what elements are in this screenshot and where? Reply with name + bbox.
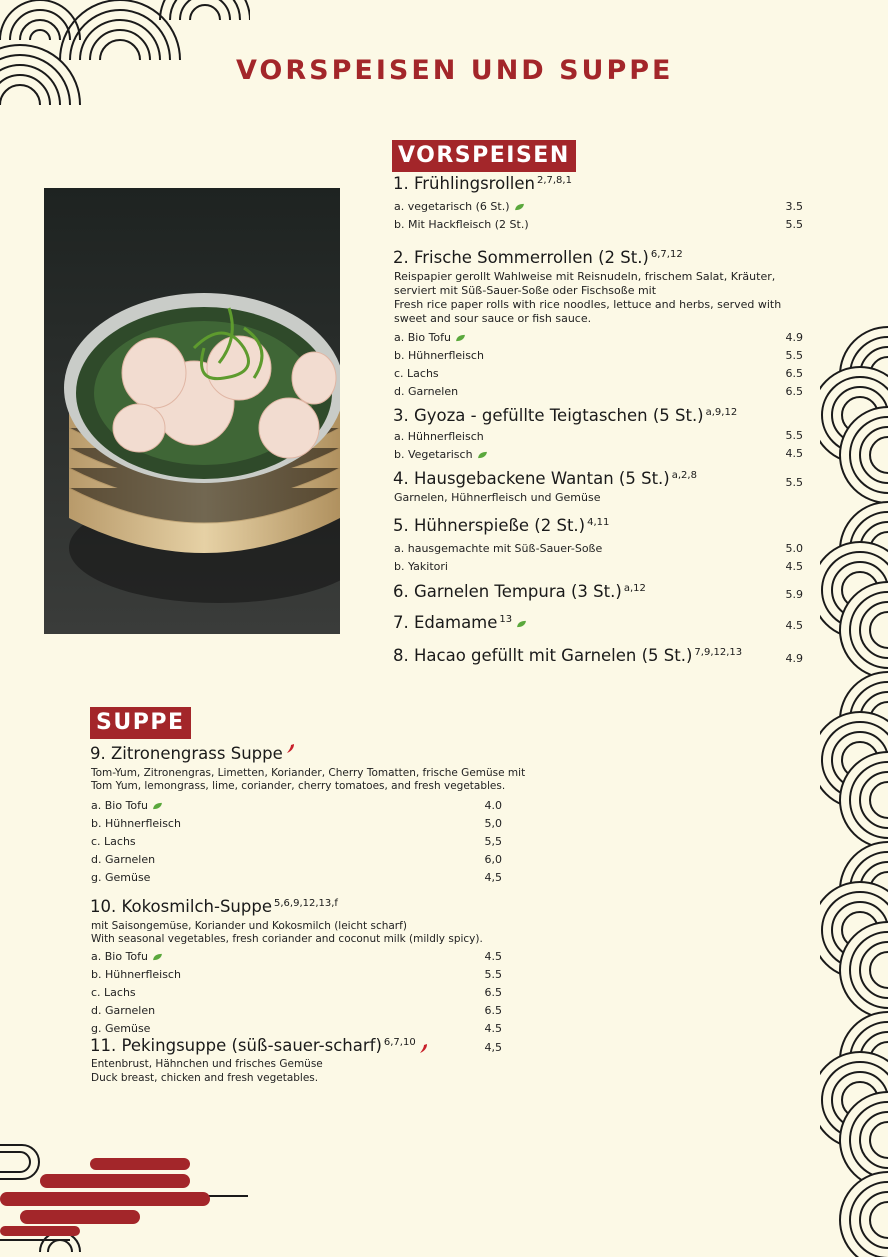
menu-price: 4.9 <box>785 331 803 344</box>
menu-price: 4,5 <box>484 871 502 884</box>
chili-icon <box>285 744 295 754</box>
menu-item-description: Fresh rice paper rolls with rice noodles, lettuce and herbs, served with <box>394 298 782 311</box>
menu-price: 4.5 <box>785 447 803 460</box>
menu-item-description: serviert mit Süß-Sauer-Soße oder Fischsoße mit <box>394 284 657 297</box>
menu-price: 4.5 <box>785 619 803 632</box>
menu-price: 6.5 <box>484 986 502 999</box>
menu-item-description: Garnelen, Hühnerfleisch und Gemüse <box>394 491 601 504</box>
menu-price: 5.5 <box>484 968 502 981</box>
dumpling-basket-illustration <box>44 188 340 634</box>
menu-price: 4.5 <box>484 950 502 963</box>
menu-item-title: 6. Garnelen Tempura (3 St.) $^{a,12}$ <box>393 582 646 601</box>
menu-sub-item: c. Lachs <box>91 835 136 848</box>
menu-price: 3.5 <box>785 200 803 213</box>
menu-sub-item: g. Gemüse <box>91 871 151 884</box>
menu-sub-item: d. Garnelen <box>394 385 459 398</box>
menu-sub-item: g. Gemüse <box>91 1022 151 1035</box>
menu-sub-item: a. Bio Tofu <box>394 331 466 344</box>
menu-price: 4.5 <box>484 1022 502 1035</box>
menu-sub-item: c. Lachs <box>394 367 439 380</box>
menu-item-description: Entenbrust, Hähnchen und frisches Gemüse <box>91 1058 323 1070</box>
leaf-icon <box>455 334 466 342</box>
menu-item-title: 1. Frühlingsrollen $^{2,7,8,1}$ <box>393 174 572 193</box>
leaf-icon <box>516 620 527 628</box>
menu-sub-item: b. Hühnerfleisch <box>91 968 181 981</box>
leaf-icon <box>477 451 488 459</box>
menu-item-description: Reispapier gerollt Wahlweise mit Reisnudeln, frischem Salat, Kräuter, <box>394 270 776 283</box>
menu-item-title: 11. Pekingsuppe (süß-sauer-scharf) $^{6,7,10}$ <box>90 1036 428 1055</box>
section-heading-suppe: SUPPE <box>90 707 191 739</box>
menu-price: 6.5 <box>484 1004 502 1017</box>
menu-price: 5.5 <box>785 429 803 442</box>
menu-sub-item: a. Bio Tofu <box>91 950 163 963</box>
menu-item-title: 2. Frische Sommerrollen (2 St.) $^{6,7,12}$ <box>393 248 683 267</box>
menu-sub-item: b. Yakitori <box>394 560 448 573</box>
menu-item-description: Tom-Yum, Zitronengras, Limetten, Koriander, Cherry Tomatten, frische Gemüse mit <box>91 767 526 779</box>
menu-sub-item: a. Hühnerfleisch <box>394 430 484 443</box>
menu-price: 6.5 <box>785 367 803 380</box>
page-title: VORSPEISEN UND SUPPE <box>236 55 674 86</box>
menu-item-title: 4. Hausgebackene Wantan (5 St.) $^{a,2,8}$ <box>393 469 697 488</box>
menu-price: 4,5 <box>484 1041 502 1054</box>
menu-item-description: Tom Yum, lemongrass, lime, coriander, cherry tomatoes, and fresh vegetables. <box>91 780 506 792</box>
menu-sub-item: d. Garnelen <box>91 853 156 866</box>
chili-icon <box>418 1044 428 1054</box>
menu-item-description: Duck breast, chicken and fresh vegetables. <box>91 1072 319 1084</box>
menu-sub-item: a. hausgemachte mit Süß-Sauer-Soße <box>394 542 603 555</box>
leaf-icon <box>152 802 163 810</box>
menu-sub-item: c. Lachs <box>91 986 136 999</box>
wave-pattern-top-left <box>0 0 250 105</box>
section-heading-vorspeisen: VORSPEISEN <box>392 140 576 172</box>
menu-sub-item: b. Hühnerfleisch <box>394 349 484 362</box>
menu-sub-item: a. vegetarisch (6 St.) <box>394 200 525 213</box>
menu-item-description: With seasonal vegetables, fresh coriander and coconut milk (mildly spicy). <box>91 933 483 945</box>
menu-price: 5.0 <box>785 542 803 555</box>
leaf-icon <box>514 203 525 211</box>
menu-sub-item: a. Bio Tofu <box>91 799 163 812</box>
menu-price: 5,0 <box>484 817 502 830</box>
menu-price: 4.5 <box>785 560 803 573</box>
menu-item-title: 8. Hacao gefüllt mit Garnelen (5 St.) $^{7,9,12,13}$ <box>393 646 743 665</box>
menu-item-title: 7. Edamame $^{13}$ <box>393 613 527 632</box>
menu-item-title: 3. Gyoza - gefüllte Teigtaschen (5 St.) $^{a,9,12}$ <box>393 406 738 425</box>
menu-price: 5.5 <box>785 218 803 231</box>
menu-price: 5.9 <box>785 588 803 601</box>
menu-price: 4.9 <box>785 652 803 665</box>
dish-photo <box>44 188 340 634</box>
menu-price: 6,0 <box>484 853 502 866</box>
menu-price: 6.5 <box>785 385 803 398</box>
menu-price: 5.5 <box>785 349 803 362</box>
menu-sub-item: b. Hühnerfleisch <box>91 817 181 830</box>
menu-sub-item: b. Mit Hackfleisch (2 St.) <box>394 218 529 231</box>
menu-sub-item: d. Garnelen <box>91 1004 156 1017</box>
menu-item-description: mit Saisongemüse, Koriander und Kokosmilch (leicht scharf) <box>91 920 407 932</box>
wave-pattern-right <box>820 320 888 1257</box>
menu-item-description: sweet and sour sauce or fish sauce. <box>394 312 592 325</box>
menu-item-title: 10. Kokosmilch-Suppe $^{5,6,9,12,13,f}$ <box>90 897 338 916</box>
menu-sub-item: b. Vegetarisch <box>394 448 488 461</box>
cloud-pattern-bottom-left <box>0 1140 260 1257</box>
menu-item-title: 5. Hühnerspieße (2 St.) $^{4,11}$ <box>393 516 610 535</box>
leaf-icon <box>152 953 163 961</box>
menu-item-title: 9. Zitronengrass Suppe <box>90 744 295 763</box>
menu-price: 5,5 <box>484 835 502 848</box>
menu-price: 4.0 <box>484 799 502 812</box>
menu-price: 5.5 <box>785 476 803 489</box>
